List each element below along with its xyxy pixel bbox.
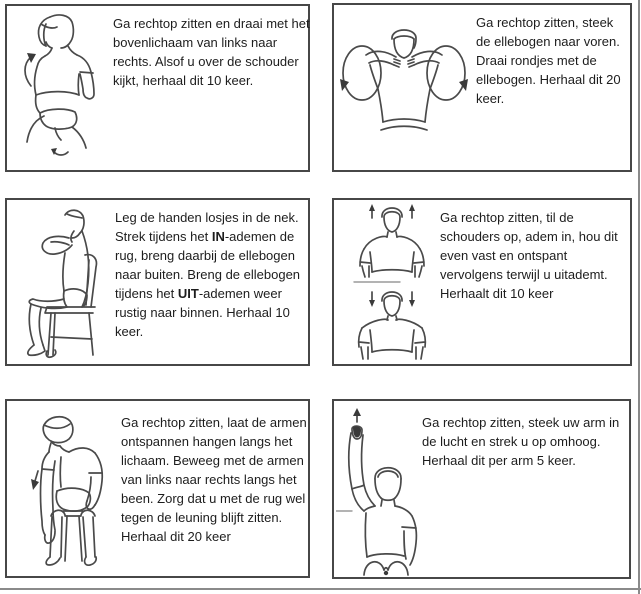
exercise-panel-hands-in-neck — [5, 198, 310, 366]
instruction-sentence: Ga rechtop zitten, steek de ellebogen naar voren. Draai rondjes met de ellebogen. Herhaal dit 20 keer. — [476, 15, 621, 106]
exercise-panel-trunk-rotation — [5, 4, 310, 172]
elbow-circles-figure — [340, 23, 468, 155]
instruction-sentence: -ademen de rug, breng daarbij de ellebogen naar buiten. Breng de ellebogen tijdens het — [115, 229, 301, 301]
page-right-border-line — [638, 0, 640, 594]
page-bottom-border-line — [0, 588, 641, 590]
instruction-sentence: Ga rechtop zitten, laat de armen ontspannen hangen langs het lichaam. Beweeg met de armen van links naar rechts langs het been. Zorg dat u met de rug wel tegen de leuning blijft zitten. Herhaal dit 20 keer — [121, 415, 307, 544]
instruction-sentence: Ga rechtop zitten, til de schouders op, adem in, hou dit even vast en ontspant vervolgens terwijl u uitademt. Herhaalt dit 10 keer — [440, 210, 618, 301]
instruction-sentence: -ademen weer rustig naar binnen. Herhaal 10 keer. — [115, 286, 290, 339]
instruction-sentence: Leg de handen losjes in de nek. Strek tijdens het — [115, 210, 299, 244]
exercise-panel-elbow-circles — [332, 3, 632, 172]
instruction-text — [476, 13, 628, 108]
exercise-panel-side-bend — [5, 399, 310, 578]
side-bend-arm-hang-figure — [27, 413, 132, 573]
chair-hands-behind-neck-figure — [21, 205, 111, 362]
shoulder-raise-lower-figure — [342, 202, 442, 364]
instruction-text — [422, 413, 628, 470]
seated-trunk-rotation-figure — [19, 12, 114, 168]
instruction-sentence: Ga rechtop zitten, steek uw arm in de lucht en strek u op omhoog. Herhaal dit per arm 5 keer. — [422, 415, 620, 468]
exercise-panel-arm-stretch — [332, 399, 631, 579]
instruction-sentence: Ga rechtop zitten en draai met het bovenlichaam van links naar rechts. Alsof u over de schouder kijkt, herhaal dit 10 keer. — [113, 16, 310, 88]
exercise-panel-shoulder-raise — [332, 198, 632, 366]
instruction-text — [113, 14, 311, 90]
instruction-text — [121, 413, 307, 546]
breathe-in-keyword: IN — [211, 229, 225, 244]
instruction-text — [440, 208, 628, 303]
breathe-out-keyword: UIT — [177, 286, 199, 301]
instruction-text — [115, 208, 311, 341]
